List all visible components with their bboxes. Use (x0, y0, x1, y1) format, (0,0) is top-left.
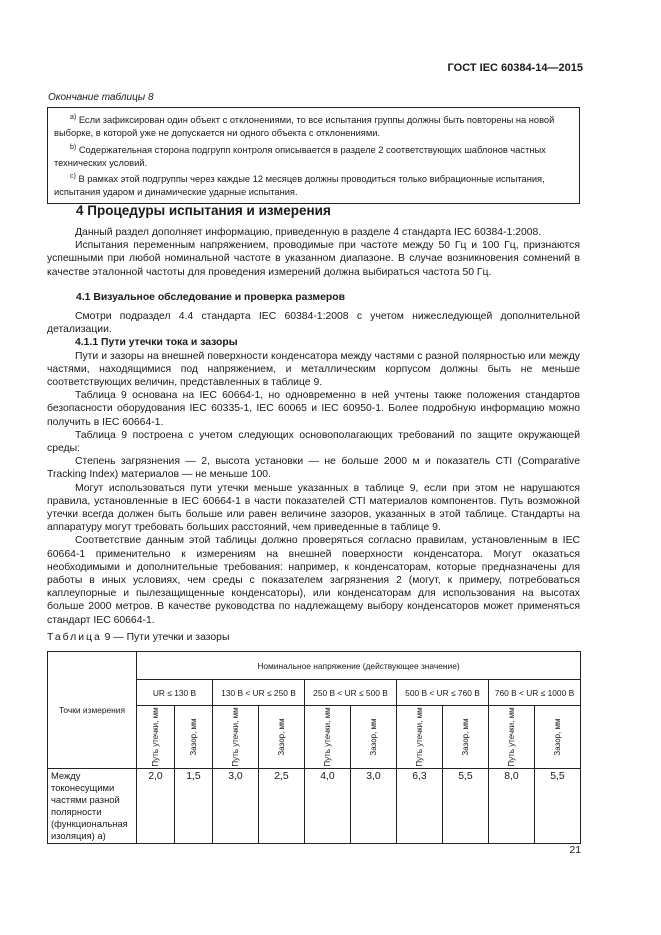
subheader-gap: Зазор, мм (351, 706, 397, 769)
value-cell: 5,5 (443, 769, 489, 844)
paragraph: Соответствие данным этой таблицы должно проверяться согласно правилам, установленным в IEC 60664-1 применительно к измерениям на внешней поверхности конденсатора. Могут оказаться необходимыми и дополнительные требования: например, к конденсаторам, которые предназначены для работы в иных условиях, чем среды с показателем загрязнения 2 (могут, к примеру, потребоваться каплеупорные и пылезащищенные конденсаторы), или конденсаторам для использования на высотах больше 2000 метров. В качестве руководства по надлежащему выбору конденсаторов может применяться стандарт IEC 60664-1. (47, 535, 580, 626)
section-4-body (47, 226, 580, 279)
document-code: ГОСТ IEC 60384-14—2015 (447, 62, 583, 74)
voltage-group-header: Номинальное напряжение (действующее значение) (137, 652, 581, 680)
table8-notes (47, 107, 580, 204)
paragraph: Таблица 9 основана на IEC 60664-1, но одновременно в ней учтены также положения стандартов безопасности оборудования IEC 60335-1, IEC 60065 и IEC 60950-1. Более подробную информацию можно получить в IEC 60664-1. (47, 390, 580, 428)
subheader-path: Путь утечки, мм (305, 706, 351, 769)
section-4-title: 4 Процедуры испытания и измерения (76, 203, 331, 218)
section-4-1-title: 4.1 Визуальное обследование и проверка размеров (76, 292, 345, 303)
paragraph: Могут использоваться пути утечки меньше указанных в таблице 9, если при этом не нарушаются правила, установленные в IEC 60664-1 в части показателей CTI материалов компонентов. Путь возможной утечки всегда должен быть больше или равен величине зазоров, указанных в этой таблице. Стандарты на аппаратуру могут требовать больших расстояний, чем приведенные в таблице 9. (47, 482, 580, 534)
note-b: $^{b)}$ Содержательная сторона подгрупп контроля описывается в разделе 2 соответствующих шаблонов частных технических условий. (54, 143, 546, 168)
paragraph: Смотри подраздел 4.4 стандарта IEC 60384-1:2008 с учетом нижеследующей дополнительной детализации. (47, 311, 580, 336)
row-header-cell: Точки измерения (48, 652, 137, 769)
subheader-gap: Зазор, мм (259, 706, 305, 769)
value-cell: 6,3 (397, 769, 443, 844)
value-cell: 4,0 (305, 769, 351, 844)
subheader-path: Путь утечки, мм (137, 706, 175, 769)
paragraph: Данный раздел дополняет информацию, приведенную в разделе 4 стандарта IEC 60384-1:2008. (75, 227, 542, 238)
note-a: $^{a)}$ Если зафиксирован один объект с отклонениями, то все испытания группы должны быть повторены на новой выборке, в которой уже не допускается ни одного объекта с отклонениями. (54, 114, 555, 139)
value-cell: 2,0 (137, 769, 175, 844)
table-9-caption: Таблица 9 — Пути утечки и зазоры (47, 632, 230, 643)
voltage-range-5: 760 В < UR ≤ 1000 В (489, 680, 581, 706)
voltage-range-3: 250 В < UR ≤ 500 В (305, 680, 397, 706)
value-cell: 3,0 (351, 769, 397, 844)
paragraph: Пути и зазоры на внешней поверхности конденсатора между частями с разной полярностью или между частями, находящимися под напряжением, и металлическим корпусом должны быть не меньше соответствующих величин, представленных в таблице 9. (47, 350, 580, 389)
paragraph: Испытания переменным напряжением, проводимые при частоте между 50 Гц и 100 Гц, признаются успешными при любой номинальной частоте в указанном диапазоне. В случае возникновения сомнений в качестве эталонной частоты для проведения измерений должна выбираться частота 50 Гц. (47, 240, 580, 278)
paragraph: Таблица 9 построена с учетом следующих основополагающих требований по защите окружающей среды: (47, 429, 580, 455)
subheader-path: Путь утечки, мм (213, 706, 259, 769)
table-9 (47, 651, 581, 844)
paragraph: Степень загрязнения — 2, высота установки — не больше 2000 м и показатель CTI (Comparative Tracking Index) материалов — не меньше 100. (47, 456, 580, 481)
value-cell: 8,0 (489, 769, 535, 844)
subheader-path: Путь утечки, мм (489, 706, 535, 769)
section-4-1-body (47, 310, 580, 627)
subheader-gap: Зазор, мм (175, 706, 213, 769)
value-cell: 5,5 (535, 769, 581, 844)
section-4-1-1-title: 4.1.1 Пути утечки тока и зазоры (75, 337, 238, 349)
value-cell: 1,5 (175, 769, 213, 844)
page-number: 21 (569, 845, 581, 856)
subheader-path: Путь утечки, мм (397, 706, 443, 769)
voltage-range-1: UR ≤ 130 В (137, 680, 213, 706)
voltage-range-2: 130 В < UR ≤ 250 В (213, 680, 305, 706)
table-continuation-caption: Окончание таблицы 8 (48, 92, 154, 103)
table-row (48, 769, 581, 844)
subheader-gap: Зазор, мм (443, 706, 489, 769)
value-cell: 3,0 (213, 769, 259, 844)
voltage-range-4: 500 В < UR ≤ 760 В (397, 680, 489, 706)
subheader-gap: Зазор, мм (535, 706, 581, 769)
row-label: Между токонесущими частями разной полярности (функциональная изоляция) a) (48, 769, 137, 844)
note-c: $^{c)}$ В рамках этой подгруппы через каждые 12 месяцев должны проводиться только вибрационные испытания, испытания ударом и динамические ударные испытания. (54, 173, 545, 198)
value-cell: 2,5 (259, 769, 305, 844)
